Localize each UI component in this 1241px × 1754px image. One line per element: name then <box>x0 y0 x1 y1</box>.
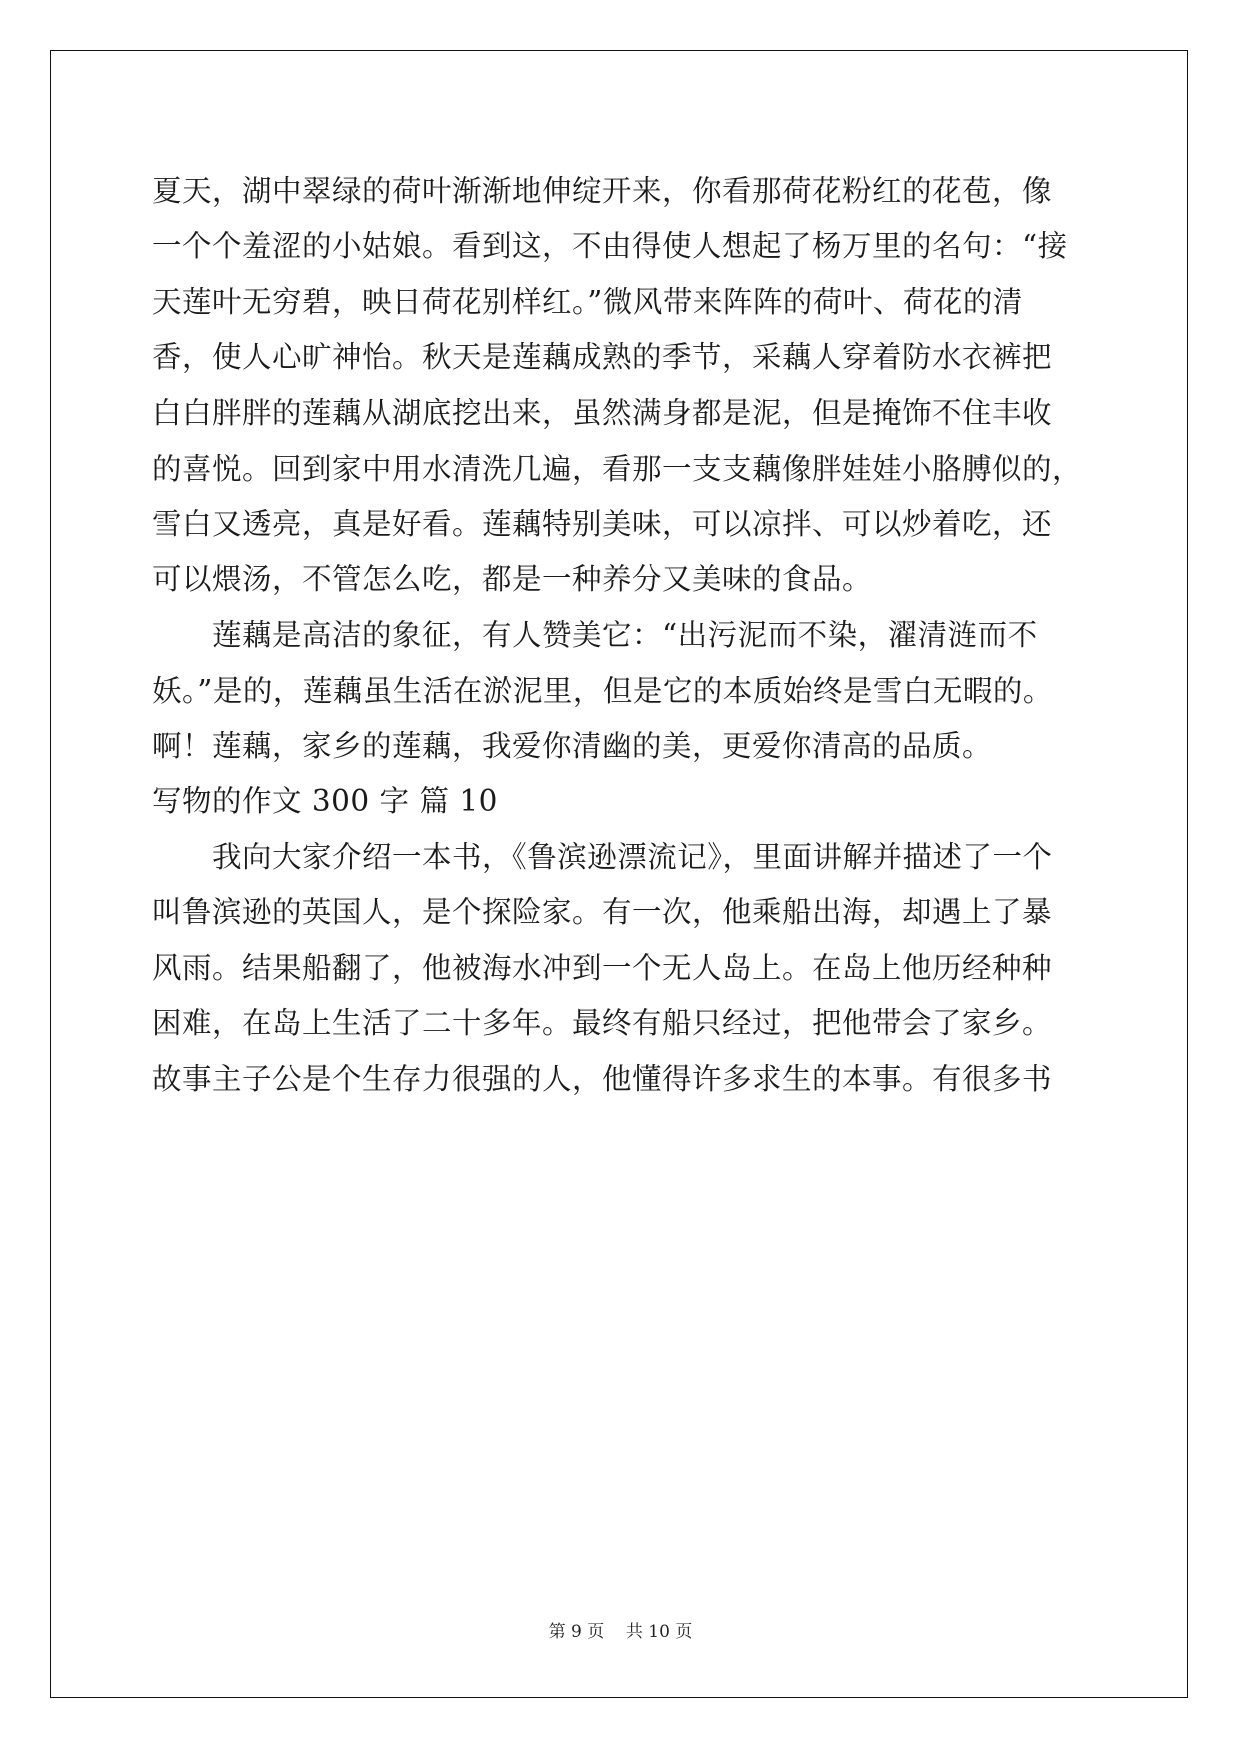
body-line: 的喜悦。回到家中用水清洗几遍，看那一支支藕像胖娃娃小胳膊似的， <box>152 452 1083 486</box>
paragraph-start-line: 我向大家介绍一本书，《鲁滨逊漂流记》，里面讲解并描述了一个 <box>212 840 1053 874</box>
section-heading: 写物的作文 300 字 篇 10 <box>152 784 498 818</box>
body-line: 一个个羞涩的小姑娘。看到这，不由得使人想起了杨万里的名句：“接 <box>152 229 1068 263</box>
body-line: 白白胖胖的莲藕从湖底挖出来，虽然满身都是泥，但是掩饰不住丰收 <box>152 396 1053 430</box>
page-total: 共 10 页 <box>625 1622 693 1642</box>
body-line: 天莲叶无穷碧，映日荷花别样红。”微风带来阵阵的荷叶、荷花的清 <box>152 285 1023 319</box>
body-line: 雪白又透亮，真是好看。莲藕特别美味，可以凉拌、可以炒着吃，还 <box>152 507 1053 541</box>
paragraph-start-line: 莲藕是高洁的象征，有人赞美它：“出污泥而不染，濯清涟而不 <box>212 618 1038 652</box>
page-footer <box>0 1617 1241 1642</box>
body-line: 故事主子公是个生存力很强的人，他懂得许多求生的本事。有很多书 <box>152 1062 1053 1096</box>
body-line: 香，使人心旷神怡。秋天是莲藕成熟的季节，采藕人穿着防水衣裤把 <box>152 340 1053 374</box>
page-number: 第 9 页 <box>548 1622 605 1642</box>
body-line: 可以煨汤，不管怎么吃，都是一种养分又美味的食品。 <box>152 562 873 596</box>
body-line: 叫鲁滨逊的英国人，是个探险家。有一次，他乘船出海，却遇上了暴 <box>152 895 1053 929</box>
body-line: 风雨。结果船翻了，他被海水冲到一个无人岛上。在岛上他历经种种 <box>152 951 1053 985</box>
body-line: 妖。”是的，莲藕虽生活在淤泥里，但是它的本质始终是雪白无暇的。 <box>152 674 1053 708</box>
body-line: 啊！莲藕，家乡的莲藕，我爱你清幽的美，更爱你清高的品质。 <box>152 729 993 763</box>
body-line: 夏天，湖中翠绿的荷叶渐渐地伸绽开来，你看那荷花粉红的花苞，像 <box>152 174 1053 208</box>
body-line: 困难，在岛上生活了二十多年。最终有船只经过，把他带会了家乡。 <box>152 1006 1053 1040</box>
